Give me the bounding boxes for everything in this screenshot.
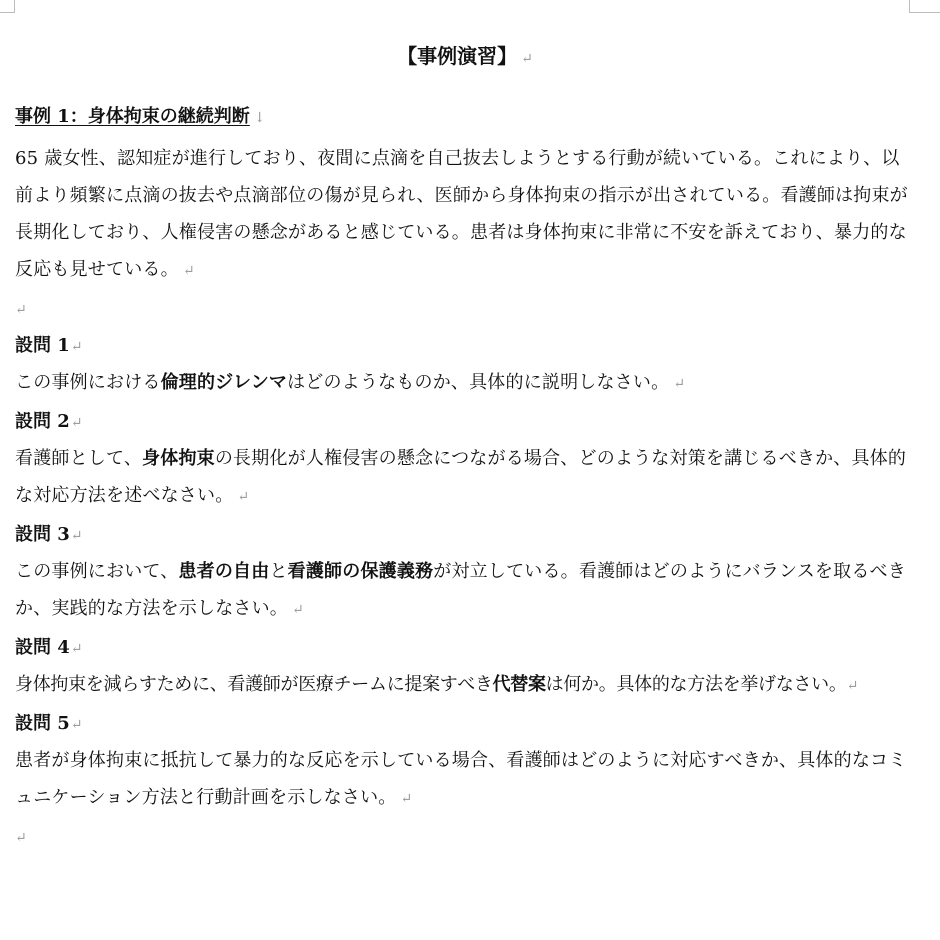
question-label (15, 327, 915, 364)
paragraph-mark-icon: ↵ (15, 830, 27, 846)
paragraph-mark-icon: ↵ (70, 339, 83, 355)
question-label (15, 705, 915, 742)
question-label (15, 403, 915, 440)
document-title (15, 36, 915, 76)
case-heading-text: 事例 1：身体拘束の継続判断 (15, 106, 250, 127)
line-break-mark-icon: ↓ (253, 110, 266, 126)
paragraph-mark-icon: ↵ (521, 51, 533, 67)
question-keyword: 倫理的ジレンマ (160, 372, 288, 393)
question-text (15, 666, 915, 705)
question-text (15, 364, 915, 403)
question-text-part: と (269, 561, 288, 582)
question-keyword: 看護師の保護義務 (287, 561, 434, 582)
question-text-part: はどのようなものか、具体的に説明しなさい。 (287, 372, 670, 393)
question-text-part: 患者が身体拘束に抵抗して暴力的な反応を示している場合、看護師はどのように対応すべきか、具体的なコミュニケーション方法と行動計画を示しなさい。 (15, 750, 907, 808)
paragraph-mark-icon: ↵ (400, 791, 413, 807)
case-heading (15, 104, 915, 130)
question-keyword: 代替案 (492, 674, 546, 695)
question-label-text: 設問 2 (15, 411, 70, 432)
question-text-part: は何か。具体的な方法を挙げなさい。 (545, 674, 847, 695)
paragraph-mark-icon: ↵ (15, 302, 27, 318)
page-corner-mark-top-right (909, 0, 940, 13)
paragraph-mark-icon: ↵ (70, 717, 83, 733)
question-label-text: 設問 4 (15, 637, 70, 658)
question-label-text: 設問 5 (15, 713, 70, 734)
title-text: 【事例演習】 (397, 44, 518, 68)
paragraph-mark-icon: ↵ (70, 415, 83, 431)
empty-paragraph (15, 818, 915, 855)
question-keyword: 患者の自由 (178, 561, 270, 582)
question-keyword: 身体拘束 (142, 448, 215, 469)
question-label (15, 629, 915, 666)
document-body[interactable] (15, 36, 915, 855)
question-text-part: 身体拘束を減らすために、看護師が医療チームに提案すべき (15, 674, 493, 695)
paragraph-mark-icon: ↵ (673, 376, 686, 392)
question-label-text: 設問 1 (15, 335, 70, 356)
question-text-part: の長期化が人権侵害の懸念につながる場合、どのような対策を講じるべきか、具体的な対応方法を述べなさい。 (15, 448, 907, 506)
paragraph-mark-icon: ↵ (70, 528, 83, 544)
case-description-text: 65 歳女性、認知症が進行しており、夜間に点滴を自己抜去しようとする行動が続いている。これにより、以前より頻繁に点滴の抜去や点滴部位の傷が見られ、医師から身体拘束の指示が出されている。看護師は拘束が長期化しており、人権侵害の懸念があると感じている。患者は身体拘束に非常に不安を訴えており、暴力的な反応も見せている。 (15, 148, 908, 280)
question-label (15, 516, 915, 553)
case-description (15, 140, 915, 290)
question-text-part: この事例において、 (15, 561, 179, 582)
question-text-part: が対立している。看護師はどのようにバランスを取るべきか、実践的な方法を示しなさい。 (15, 561, 906, 619)
question-text (15, 440, 915, 516)
paragraph-mark-icon: ↵ (237, 489, 250, 505)
paragraph-mark-icon: ↵ (292, 602, 304, 618)
question-text (15, 553, 915, 629)
empty-paragraph (15, 290, 915, 327)
paragraph-mark-icon: ↵ (182, 263, 195, 279)
question-text (15, 742, 915, 818)
paragraph-mark-icon: ↵ (70, 641, 83, 657)
question-text-part: この事例における (15, 372, 161, 393)
question-text-part: 看護師として、 (15, 448, 143, 469)
question-label-text: 設問 3 (15, 524, 70, 545)
paragraph-mark-icon: ↵ (846, 678, 858, 694)
page-corner-mark-top-left (0, 0, 15, 13)
